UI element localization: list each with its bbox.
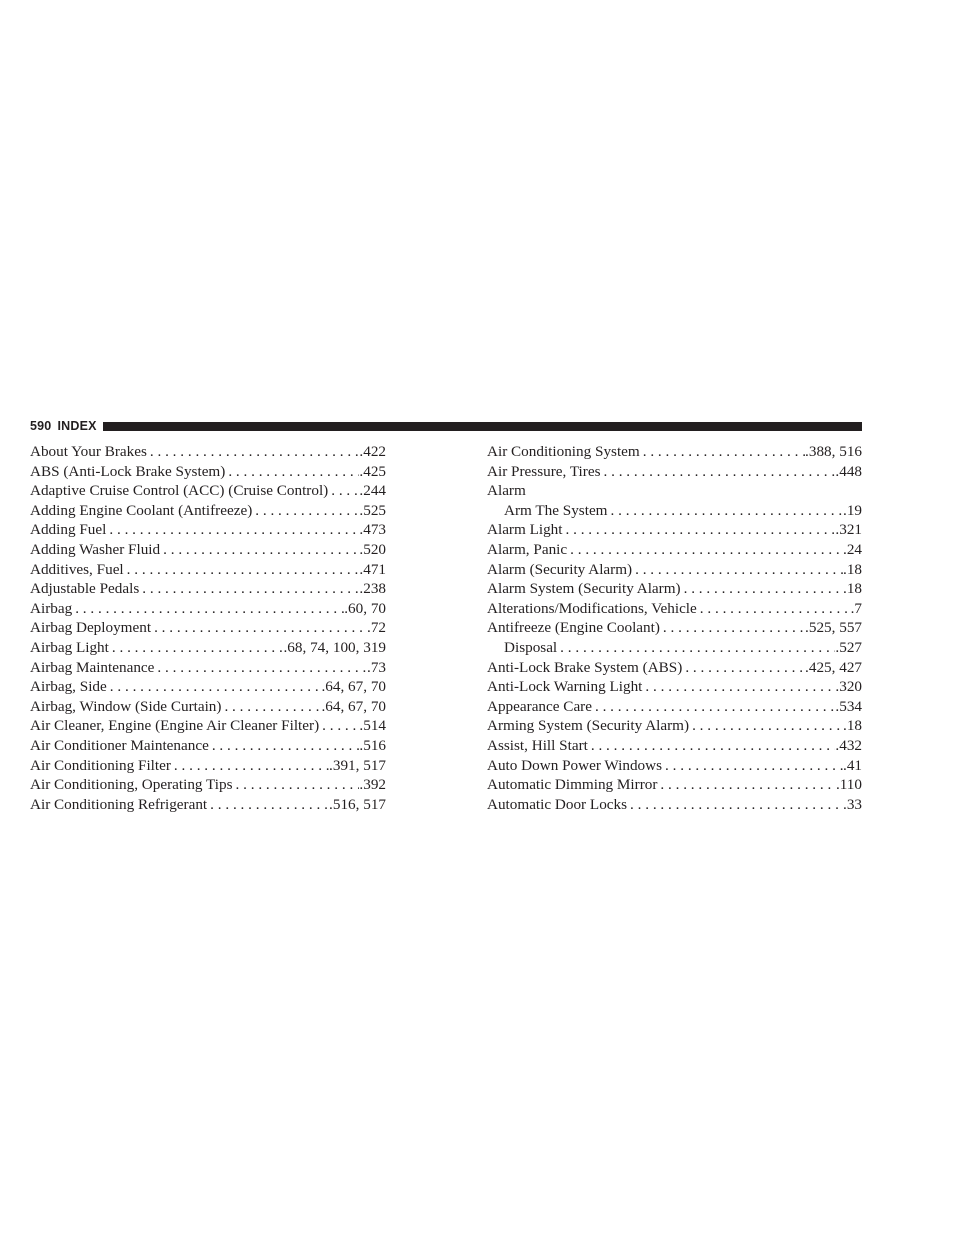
index-entry-label: Alarm [487, 482, 526, 500]
index-entry-pages: .68, 74, 100, 319 [283, 638, 386, 656]
index-entry-pages: .525, 557 [805, 619, 862, 637]
section-title: INDEX [57, 419, 97, 433]
index-entry [30, 658, 386, 678]
index-entry-pages: .514 [359, 717, 386, 735]
index-entry-label: ABS (Anti-Lock Brake System) [30, 462, 226, 480]
index-entry-label: Appearance Care [487, 697, 592, 715]
dot-leader [160, 540, 359, 560]
index-entry-label: Adjustable Pedals [30, 580, 140, 598]
index-entry [487, 481, 862, 501]
index-entry [487, 638, 862, 658]
dot-leader [207, 795, 329, 815]
index-entry-label: Airbag Light [30, 638, 109, 656]
index-entry [30, 599, 386, 619]
index-entry [487, 501, 862, 521]
index-entry [487, 618, 862, 638]
dot-leader [592, 697, 835, 717]
dot-leader [72, 599, 344, 619]
index-entry-label: Airbag Maintenance [30, 658, 155, 676]
page-number: 590 [30, 419, 52, 433]
index-entry-label: Automatic Dimming Mirror [487, 776, 658, 794]
index-entry-label: Antifreeze (Engine Coolant) [487, 619, 660, 637]
index-column-left [30, 442, 386, 814]
dot-leader [601, 462, 836, 482]
dot-leader [640, 442, 805, 462]
index-entry-label: Alterations/Modifications, Vehicle [487, 599, 697, 617]
index-entry-label: Anti-Lock Warning Light [487, 678, 643, 696]
dot-leader [657, 775, 836, 795]
index-entry-pages: .18 [843, 580, 862, 598]
dot-leader [632, 560, 843, 580]
dot-leader [109, 638, 284, 658]
index-entry-label: Air Conditioning, Operating Tips [30, 776, 233, 794]
index-entry [30, 462, 386, 482]
index-entry-pages: .7 [850, 599, 862, 617]
index-entry [487, 658, 862, 678]
index-entry-pages: .516, 517 [329, 795, 386, 813]
header-rule [103, 422, 862, 431]
index-entry-pages: .321 [835, 521, 862, 539]
page-header [30, 416, 862, 436]
index-entry-pages: .534 [835, 697, 862, 715]
index-entry [30, 442, 386, 462]
index-entry [30, 560, 386, 580]
index-entry-label: Air Pressure, Tires [487, 462, 601, 480]
dot-leader [319, 716, 359, 736]
index-entry-label: Airbag Deployment [30, 619, 152, 637]
index-entry-label: Alarm Light [487, 521, 563, 539]
index-entry-label: Air Conditioner Maintenance [30, 736, 209, 754]
index-entry [487, 775, 862, 795]
index-entry [487, 716, 862, 736]
dot-leader [225, 462, 359, 482]
index-entry-label: Airbag, Side [30, 678, 107, 696]
dot-leader [588, 736, 836, 756]
index-entry-label: Air Conditioning System [487, 443, 640, 460]
index-entry-pages: .520 [359, 540, 386, 558]
index-entry [30, 618, 386, 638]
index-entry [30, 736, 386, 756]
index-entry [487, 442, 862, 462]
index-entry-pages: .24 [843, 540, 862, 558]
index-entry-pages: .422 [359, 443, 386, 460]
index-entry-pages: .516 [359, 736, 386, 754]
index-entry-label: Auto Down Power Windows [487, 756, 663, 774]
index-entry-label: Airbag, Window (Side Curtain) [30, 697, 222, 715]
index-entry-label: Anti-Lock Brake System (ABS) [487, 658, 683, 676]
index-entry [487, 560, 862, 580]
dot-leader [107, 677, 322, 697]
index-entry-pages: .60, 70 [344, 599, 386, 617]
index-entry-pages: .72 [367, 619, 386, 637]
index-entry-pages: .392 [359, 776, 386, 794]
index-entry [487, 599, 862, 619]
index-entry [30, 520, 386, 540]
dot-leader [209, 736, 360, 756]
index-entry-label: Air Conditioning Refrigerant [30, 795, 208, 813]
index-entry-label: Arming System (Security Alarm) [487, 717, 690, 735]
index-entry [30, 540, 386, 560]
dot-leader [557, 638, 835, 658]
index-entry-pages: .320 [835, 678, 862, 696]
index-entry-pages: .425, 427 [805, 658, 862, 676]
index-entry-label: Adaptive Cruise Control (ACC) (Cruise Control) [30, 482, 329, 500]
dot-leader [106, 520, 359, 540]
dot-leader [563, 520, 836, 540]
index-entry [30, 677, 386, 697]
dot-leader [642, 677, 835, 697]
index-entry-label: Air Conditioning Filter [30, 756, 171, 774]
index-entry-pages: .425 [359, 462, 386, 480]
index-entry [30, 638, 386, 658]
index-entry-label: Disposal [504, 638, 558, 656]
index-entry [487, 697, 862, 717]
index-entry [30, 716, 386, 736]
index-entry-pages: .448 [835, 462, 862, 480]
index-entry-pages: .473 [359, 521, 386, 539]
index-entry-label: Airbag [30, 599, 73, 617]
dot-leader [681, 579, 843, 599]
index-entry-pages: .64, 67, 70 [321, 697, 386, 715]
index-entry-pages: .388, 516 [805, 443, 862, 460]
dot-leader [221, 697, 321, 717]
dot-leader [608, 501, 844, 521]
index-entry-pages: .244 [359, 482, 386, 500]
index-entry-pages: .525 [359, 501, 386, 519]
index-entry-pages: .110 [835, 776, 862, 794]
dot-leader [147, 442, 360, 462]
index-entry [30, 775, 386, 795]
dot-leader [124, 560, 360, 580]
index-entry-pages: .18 [843, 560, 862, 578]
index-entry-pages: .527 [835, 638, 862, 656]
index-entry [30, 579, 386, 599]
index-entry-pages: .391, 517 [329, 756, 386, 774]
dot-leader [662, 756, 843, 776]
dot-leader [660, 618, 805, 638]
index-entry-label: Air Cleaner, Engine (Engine Air Cleaner Filter) [30, 717, 320, 735]
index-entry [487, 579, 862, 599]
index-entry [487, 520, 862, 540]
index-entry-pages: .19 [843, 501, 862, 519]
dot-leader [154, 658, 367, 678]
dot-leader [139, 579, 359, 599]
index-entry-pages: .41 [843, 756, 862, 774]
index-entry [487, 540, 862, 560]
index-entry-pages: .432 [835, 736, 862, 754]
dot-leader [151, 618, 367, 638]
index-column-right [487, 442, 862, 814]
dot-leader [233, 775, 360, 795]
index-entry-label: Alarm (Security Alarm) [487, 560, 633, 578]
dot-leader [697, 599, 851, 619]
index-entry-label: Additives, Fuel [30, 560, 124, 578]
index-entry-label: About Your Brakes [30, 443, 147, 460]
index-entry-label: Adding Engine Coolant (Antifreeze) [30, 501, 253, 519]
index-entry-pages: .471 [359, 560, 386, 578]
index-entry [487, 462, 862, 482]
index-entry-label: Assist, Hill Start [487, 736, 588, 754]
dot-leader [567, 540, 843, 560]
index-entry-label: Adding Fuel [30, 521, 107, 539]
index-entry-label: Automatic Door Locks [487, 795, 628, 813]
index-entry-label: Arm The System [504, 501, 608, 519]
index-entry-pages: .18 [843, 717, 862, 735]
index-entry [30, 481, 386, 501]
dot-leader [682, 658, 805, 678]
index-entry-label: Alarm System (Security Alarm) [487, 580, 681, 598]
index-entry-pages: .238 [359, 580, 386, 598]
index-entry [487, 677, 862, 697]
index-entry [30, 501, 386, 521]
index-entry-label: Adding Washer Fluid [30, 540, 161, 558]
dot-leader [627, 795, 843, 815]
index-entry [30, 756, 386, 776]
dot-leader [252, 501, 359, 521]
dot-leader [171, 756, 329, 776]
index-entry [30, 795, 386, 815]
index-entry-pages: .73 [367, 658, 386, 676]
index-entry [487, 756, 862, 776]
dot-leader [328, 481, 359, 501]
index-entry [30, 697, 386, 717]
index-entry-label: Alarm, Panic [487, 540, 568, 558]
index-entry-pages: .64, 67, 70 [321, 678, 386, 696]
index-entry [487, 795, 862, 815]
index-entry-pages: .33 [843, 795, 862, 813]
index-entry [487, 736, 862, 756]
dot-leader [689, 716, 843, 736]
